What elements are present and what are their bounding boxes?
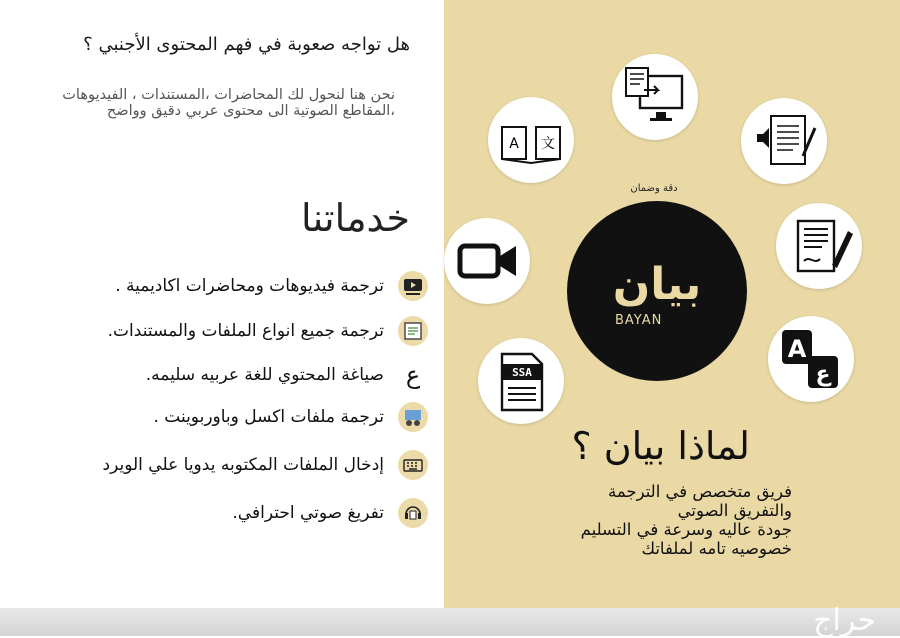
audio-notes-icon [741, 98, 827, 184]
headline-question: هل تواجه صعوبة في فهم المحتوى الأجنبي ؟ [83, 34, 410, 55]
reason-item: فريق متخصص في الترجمة [608, 482, 792, 501]
service-item [115, 271, 428, 301]
reason-item: جودة عاليه وسرعة في التسليم [580, 520, 792, 539]
monitor-document-icon [612, 54, 698, 140]
keyboard-icon [398, 450, 428, 480]
intro-text: نحن هنا لنحول لك المحاضرات ،المستندات ، الفيديوهات ،المقاطع الصوتية الى محتوى عربي دقيق وواضح [62, 87, 395, 119]
why-reasons [581, 482, 792, 558]
arabic-letter-icon: ع [405, 361, 421, 389]
service-label: تفريغ صوتي احترافي. [232, 503, 384, 523]
service-label: ترجمة جميع انواع الملفات والمستندات. [107, 321, 384, 341]
logo-tagline: دقة وضمان [630, 183, 678, 194]
bottom-strip [0, 608, 900, 636]
services-title: خدماتنا [301, 196, 410, 240]
svg-text:A: A [509, 136, 519, 152]
reason-item: والتفريق الصوتي [677, 501, 792, 520]
service-item [108, 316, 428, 346]
video-camera-icon [444, 218, 530, 304]
svg-text:ع: ع [815, 362, 831, 387]
headset-writing-icon [398, 498, 428, 528]
translate-letters-icon [768, 316, 854, 402]
service-item [146, 360, 428, 390]
service-label: صياغة المحتوي للغة عربيه سليمه. [145, 365, 384, 385]
documents-icon [398, 316, 428, 346]
service-item [153, 402, 428, 432]
svg-text:SSA: SSA [512, 366, 532, 379]
service-label: ترجمة فيديوهات ومحاضرات اكاديمية . [115, 276, 384, 296]
document-signing-icon [776, 203, 862, 289]
service-item [232, 498, 428, 528]
subtitle-file-icon [478, 338, 564, 424]
reason-item: خصوصيه تامه لملفاتك [641, 539, 792, 558]
service-item [103, 450, 428, 480]
bayan-logo [567, 201, 747, 381]
logo-arabic: بيان [612, 259, 702, 310]
watermark: حراج [813, 603, 876, 638]
service-label: ترجمة ملفات اكسل وباوربوينت . [153, 407, 384, 427]
svg-text:A: A [787, 335, 807, 363]
service-label: إدخال الملفات المكتوبه يدويا علي الويرد [102, 455, 384, 475]
open-book-icon [488, 97, 574, 183]
video-player-icon [398, 271, 428, 301]
why-title: لماذا بيان ؟ [571, 424, 750, 468]
presentation-icon [398, 402, 428, 432]
svg-text:文: 文 [541, 136, 555, 152]
logo-latin: BAYAN [615, 313, 663, 328]
